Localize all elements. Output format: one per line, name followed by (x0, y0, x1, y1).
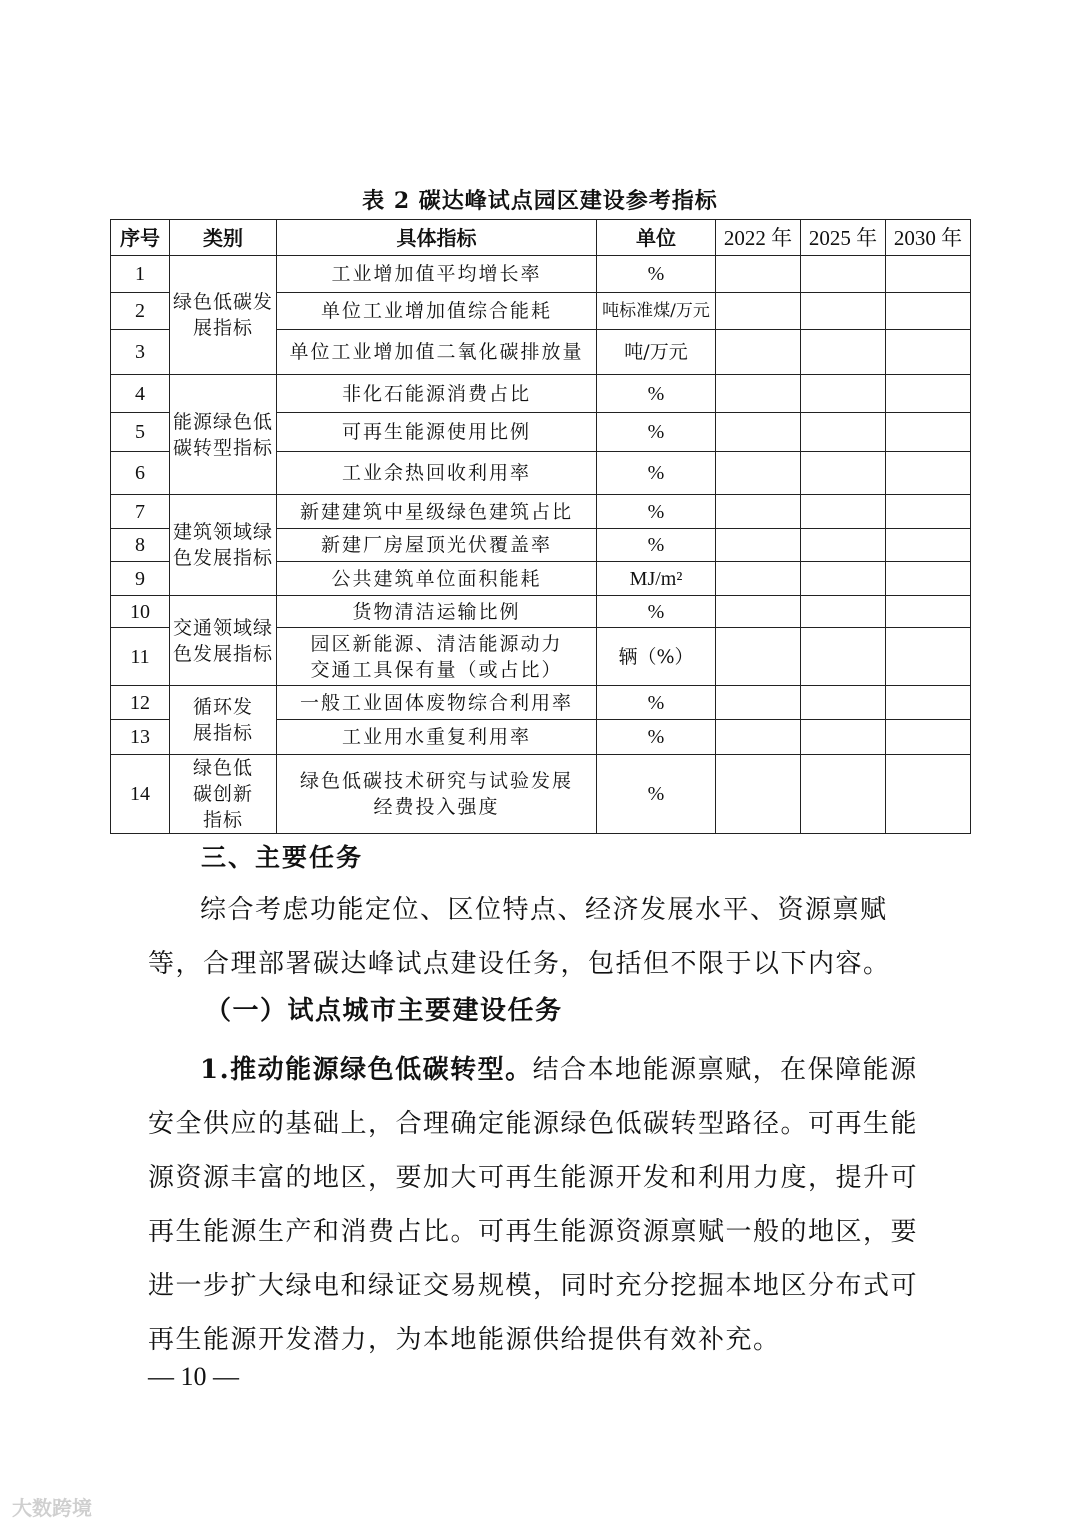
indicator-cell: 新建厂房屋顶光伏覆盖率 (277, 529, 597, 562)
table-row (111, 755, 971, 834)
indicator-cell: 园区新能源、清洁能源动力交通工具保有量（或占比） (277, 628, 597, 686)
value-2025 (801, 293, 886, 330)
header-category: 类别 (170, 220, 277, 256)
header-2025: 2025 年 (801, 220, 886, 256)
value-2030 (886, 720, 971, 755)
table-row (111, 375, 971, 413)
header-indicator: 具体指标 (277, 220, 597, 256)
unit-cell: 吨标准煤/万元 (597, 293, 716, 330)
value-2025 (801, 686, 886, 720)
unit-cell: % (597, 596, 716, 628)
value-2022 (716, 686, 801, 720)
category-cell: 能源绿色低碳转型指标 (170, 375, 277, 495)
unit-cell: % (597, 529, 716, 562)
category-cell: 绿色低碳创新指标 (170, 755, 277, 834)
value-2025 (801, 720, 886, 755)
unit-cell: % (597, 495, 716, 529)
table-row (111, 596, 971, 628)
task-lead: 1.推动能源绿色低碳转型。 (200, 1055, 533, 1085)
row-no: 8 (111, 529, 170, 562)
value-2022 (716, 256, 801, 293)
value-2030 (886, 596, 971, 628)
value-2022 (716, 720, 801, 755)
value-2030 (886, 330, 971, 375)
unit-cell: % (597, 256, 716, 293)
subsection-heading: （一）试点城市主要建设任务 (205, 996, 563, 1026)
category-cell: 循环发展指标 (170, 686, 277, 755)
indicator-cell: 货物清洁运输比例 (277, 596, 597, 628)
row-no: 12 (111, 686, 170, 720)
header-unit: 单位 (597, 220, 716, 256)
value-2022 (716, 562, 801, 596)
value-2022 (716, 330, 801, 375)
value-2025 (801, 256, 886, 293)
row-no: 4 (111, 375, 170, 413)
header-2022: 2022 年 (716, 220, 801, 256)
task-paragraph (148, 1043, 938, 1367)
value-2022 (716, 596, 801, 628)
unit-cell: % (597, 755, 716, 834)
row-no: 11 (111, 628, 170, 686)
value-2022 (716, 628, 801, 686)
indicator-cell: 非化石能源消费占比 (277, 375, 597, 413)
unit-cell: % (597, 375, 716, 413)
value-2025 (801, 452, 886, 495)
indicator-table (110, 219, 971, 834)
page-number: — 10 — (148, 1362, 239, 1391)
row-no: 9 (111, 562, 170, 596)
indicator-cell: 绿色低碳技术研究与试验发展经费投入强度 (277, 755, 597, 834)
value-2025 (801, 495, 886, 529)
row-no: 14 (111, 755, 170, 834)
value-2030 (886, 562, 971, 596)
indicator-cell: 可再生能源使用比例 (277, 413, 597, 452)
unit-cell: % (597, 413, 716, 452)
value-2022 (716, 755, 801, 834)
indicator-cell: 单位工业增加值综合能耗 (277, 293, 597, 330)
value-2022 (716, 413, 801, 452)
row-no: 3 (111, 330, 170, 375)
row-no: 7 (111, 495, 170, 529)
indicator-cell: 一般工业固体废物综合利用率 (277, 686, 597, 720)
value-2025 (801, 628, 886, 686)
value-2025 (801, 413, 886, 452)
value-2025 (801, 755, 886, 834)
value-2022 (716, 293, 801, 330)
value-2030 (886, 495, 971, 529)
header-2030: 2030 年 (886, 220, 971, 256)
value-2022 (716, 375, 801, 413)
row-no: 5 (111, 413, 170, 452)
value-2030 (886, 755, 971, 834)
value-2022 (716, 495, 801, 529)
table-row (111, 495, 971, 529)
indicator-cell: 工业用水重复利用率 (277, 720, 597, 755)
row-no: 13 (111, 720, 170, 755)
unit-cell: 辆（%） (597, 628, 716, 686)
value-2030 (886, 529, 971, 562)
unit-cell: MJ/m² (597, 562, 716, 596)
value-2025 (801, 375, 886, 413)
unit-cell: % (597, 452, 716, 495)
value-2030 (886, 293, 971, 330)
value-2030 (886, 452, 971, 495)
row-no: 6 (111, 452, 170, 495)
indicator-cell: 公共建筑单位面积能耗 (277, 562, 597, 596)
value-2025 (801, 562, 886, 596)
value-2030 (886, 256, 971, 293)
value-2022 (716, 529, 801, 562)
category-cell: 交通领域绿色发展指标 (170, 596, 277, 686)
value-2030 (886, 413, 971, 452)
unit-cell: 吨/万元 (597, 330, 716, 375)
watermark-logo: 大数跨境 (12, 1496, 92, 1520)
value-2025 (801, 596, 886, 628)
table-header-row (111, 220, 971, 256)
task-body: 结合本地能源禀赋，在保障能源安全供应的基础上，合理确定能源绿色低碳转型路径。可再生能源资源丰富的地区，要加大可再生能源开发和利用力度，提升可再生能源生产和消费占比。可再生能源资源禀赋一般的地区，要进一步扩大绿电和绿证交易规模，同时充分挖掘本地区分布式可再生能源开发潜力，为本地能源供给提供有效补充。 (148, 1055, 919, 1355)
indicator-cell: 单位工业增加值二氧化碳排放量 (277, 330, 597, 375)
value-2030 (886, 628, 971, 686)
value-2022 (716, 452, 801, 495)
value-2030 (886, 375, 971, 413)
intro-paragraph: 综合考虑功能定位、区位特点、经济发展水平、资源禀赋等，合理部署碳达峰试点建设任务，包括但不限于以下内容。 (148, 895, 891, 979)
indicator-cell: 工业余热回收利用率 (277, 452, 597, 495)
table-title: 表 2 碳达峰试点园区建设参考指标 (362, 188, 718, 214)
category-cell: 建筑领域绿色发展指标 (170, 495, 277, 596)
category-cell: 绿色低碳发展指标 (170, 256, 277, 375)
indicator-cell: 新建建筑中星级绿色建筑占比 (277, 495, 597, 529)
table-row (111, 686, 971, 720)
section-heading: 三、主要任务 (201, 843, 364, 872)
row-no: 2 (111, 293, 170, 330)
row-no: 1 (111, 256, 170, 293)
indicator-cell: 工业增加值平均增长率 (277, 256, 597, 293)
value-2025 (801, 529, 886, 562)
value-2030 (886, 686, 971, 720)
header-no: 序号 (111, 220, 170, 256)
row-no: 10 (111, 596, 170, 628)
value-2025 (801, 330, 886, 375)
table-row (111, 256, 971, 293)
unit-cell: % (597, 720, 716, 755)
unit-cell: % (597, 686, 716, 720)
